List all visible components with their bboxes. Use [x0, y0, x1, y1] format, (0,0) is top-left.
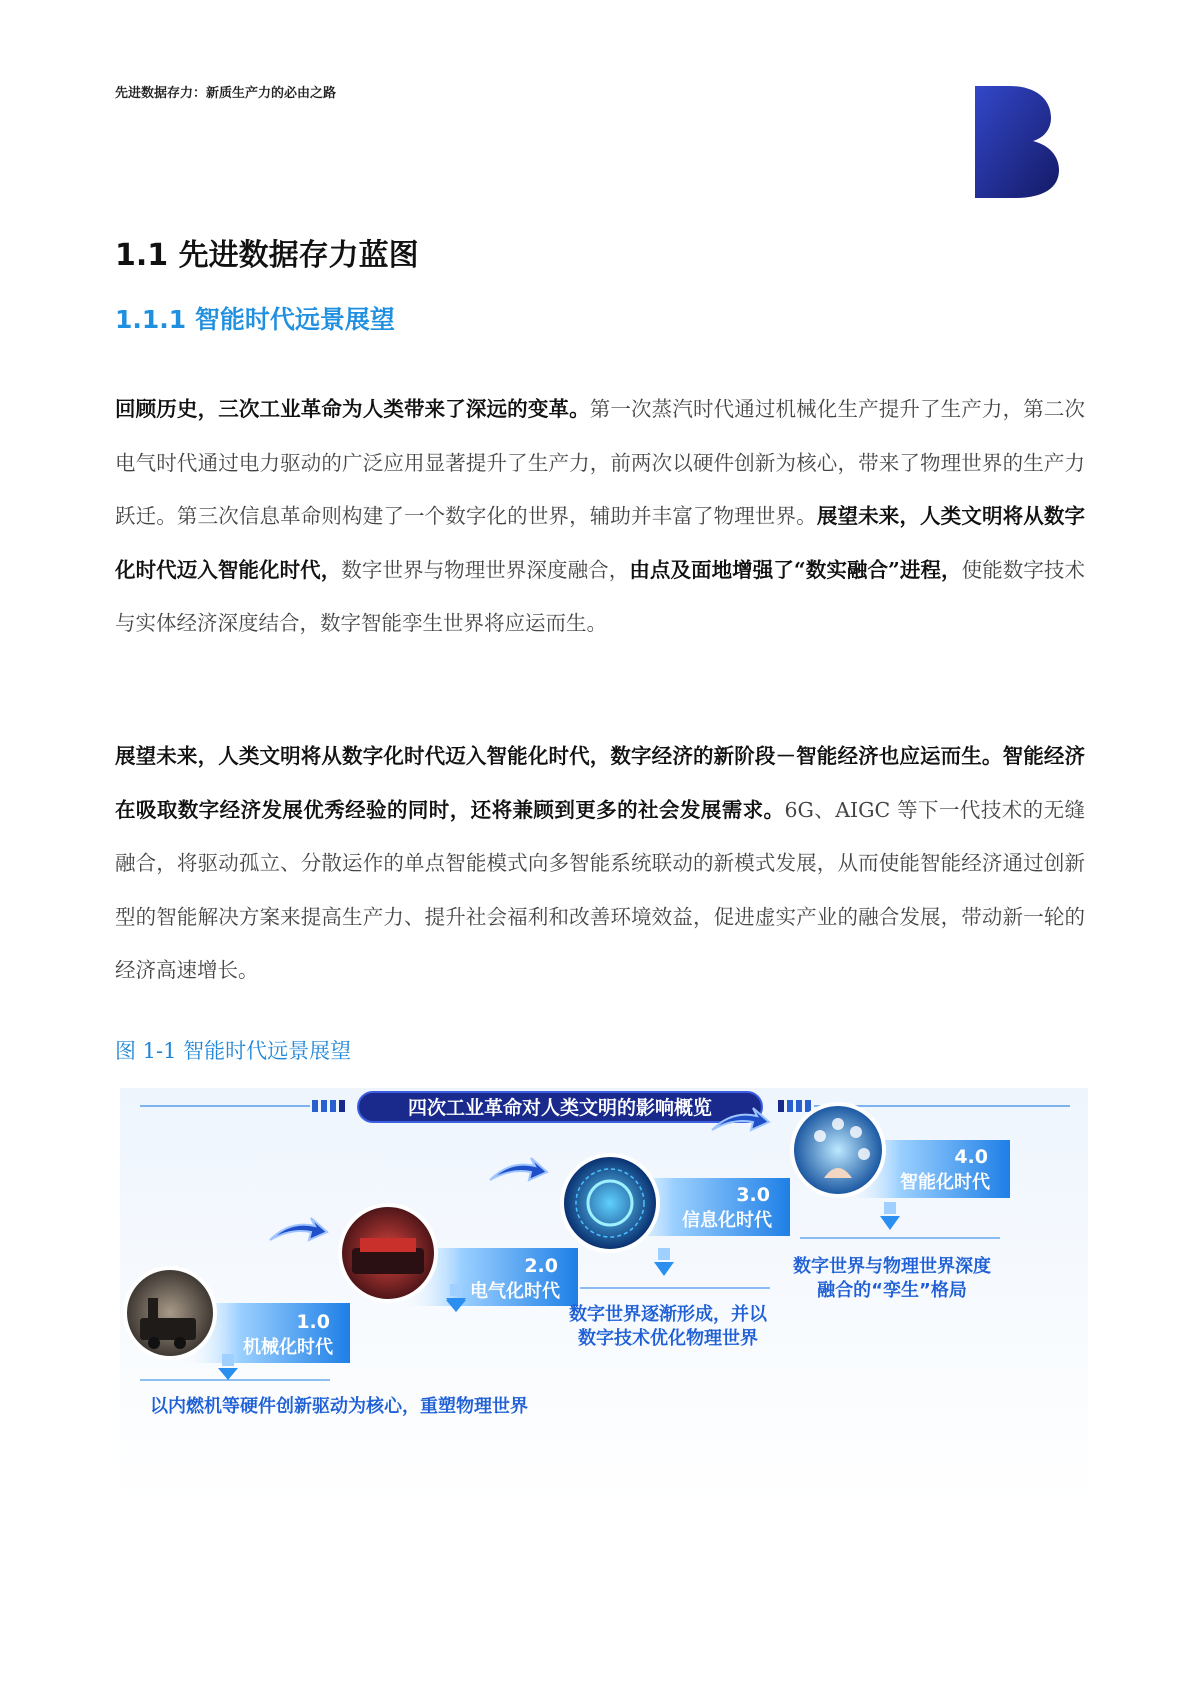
stage-4-description-line2: 融合的“孪生”格局	[817, 1280, 967, 1301]
bold-lead-3: 由点及面地增强了“数实融合”进程，	[629, 557, 962, 582]
text-1: 第一次蒸汽时代通过机械化生产提升了生产力，第二次电气时代通过电力驱动的广泛应用显著提升了生产力，前两次以硬件创新为核心，带来了物理世界的生产力跃迁。第三次信息革命则构建了一个数字化的世界，辅助并丰富了物理世界。	[115, 397, 1085, 528]
stage-4-description-line1: 数字世界与物理世界深度	[793, 1256, 991, 1277]
stage-1-version: 1.0	[296, 1311, 330, 1333]
stage-3-name: 信息化时代	[682, 1210, 772, 1231]
stage-1-description: 以内燃机等硬件创新驱动为核心，重塑物理世界	[150, 1396, 528, 1417]
stage-4-version: 4.0	[954, 1146, 988, 1168]
steam-locomotive-image	[125, 1268, 215, 1358]
stage-3-description-line1: 数字世界逐渐形成，并以	[569, 1304, 767, 1325]
banner-title: 四次工业革命对人类文明的影响概览	[407, 1097, 713, 1119]
bold-lead-4: 展望未来，人类文明将从数字化时代迈入智能化时代，数字经济的新阶段－智能经济也应运而生。智能经济在吸取数字经济发展优秀经验的同时，还将兼顾到更多的社会发展需求。	[115, 744, 1085, 822]
brand-logo	[975, 86, 1059, 198]
stage-2-version: 2.0	[524, 1255, 558, 1277]
subsection-title: 1.1.1 智能时代远景展望	[115, 305, 395, 334]
stage-1-name: 机械化时代	[243, 1337, 333, 1358]
text-2: 数字世界与物理世界深度融合，	[341, 557, 630, 582]
paragraph-future	[115, 730, 1085, 998]
figure-caption: 图 1-1 智能时代远景展望	[115, 1039, 352, 1063]
running-header: 先进数据存力：新质生产力的必由之路	[115, 86, 337, 101]
figure-svg	[120, 1088, 1088, 1506]
smart-hand-image	[792, 1104, 884, 1196]
section-title: 1.1 先进数据存力蓝图	[115, 238, 419, 273]
text-4: 6G、AIGC 等下一代技术的无缝融合，将驱动孤立、分散运作的单点智能模式向多智能系统联动的新模式发展，从而使能智能经济通过创新型的智能解决方案来提高生产力、提升社会福利和改善环境效益，促进虚实产业的融合发展，带动新一轮的经济高速增长。	[115, 797, 1085, 982]
figure-industrial-revolutions	[120, 1088, 1088, 1506]
paragraph-history	[115, 383, 1085, 651]
stage-4-name: 智能化时代	[900, 1172, 990, 1193]
bold-lead-1: 回顾历史，三次工业革命为人类带来了深远的变革。	[115, 397, 590, 421]
stage-3-description-line2: 数字技术优化物理世界	[578, 1328, 758, 1349]
stage-2-name: 电气化时代	[470, 1281, 560, 1302]
bold-lead-2: 展望未来，人类文明将从数字化时代迈入智能化时代，	[115, 504, 1086, 582]
text-3: 使能数字技术与实体经济深度结合，数字智能孪生世界将应运而生。	[115, 557, 1086, 635]
stage-3-version: 3.0	[736, 1184, 770, 1206]
